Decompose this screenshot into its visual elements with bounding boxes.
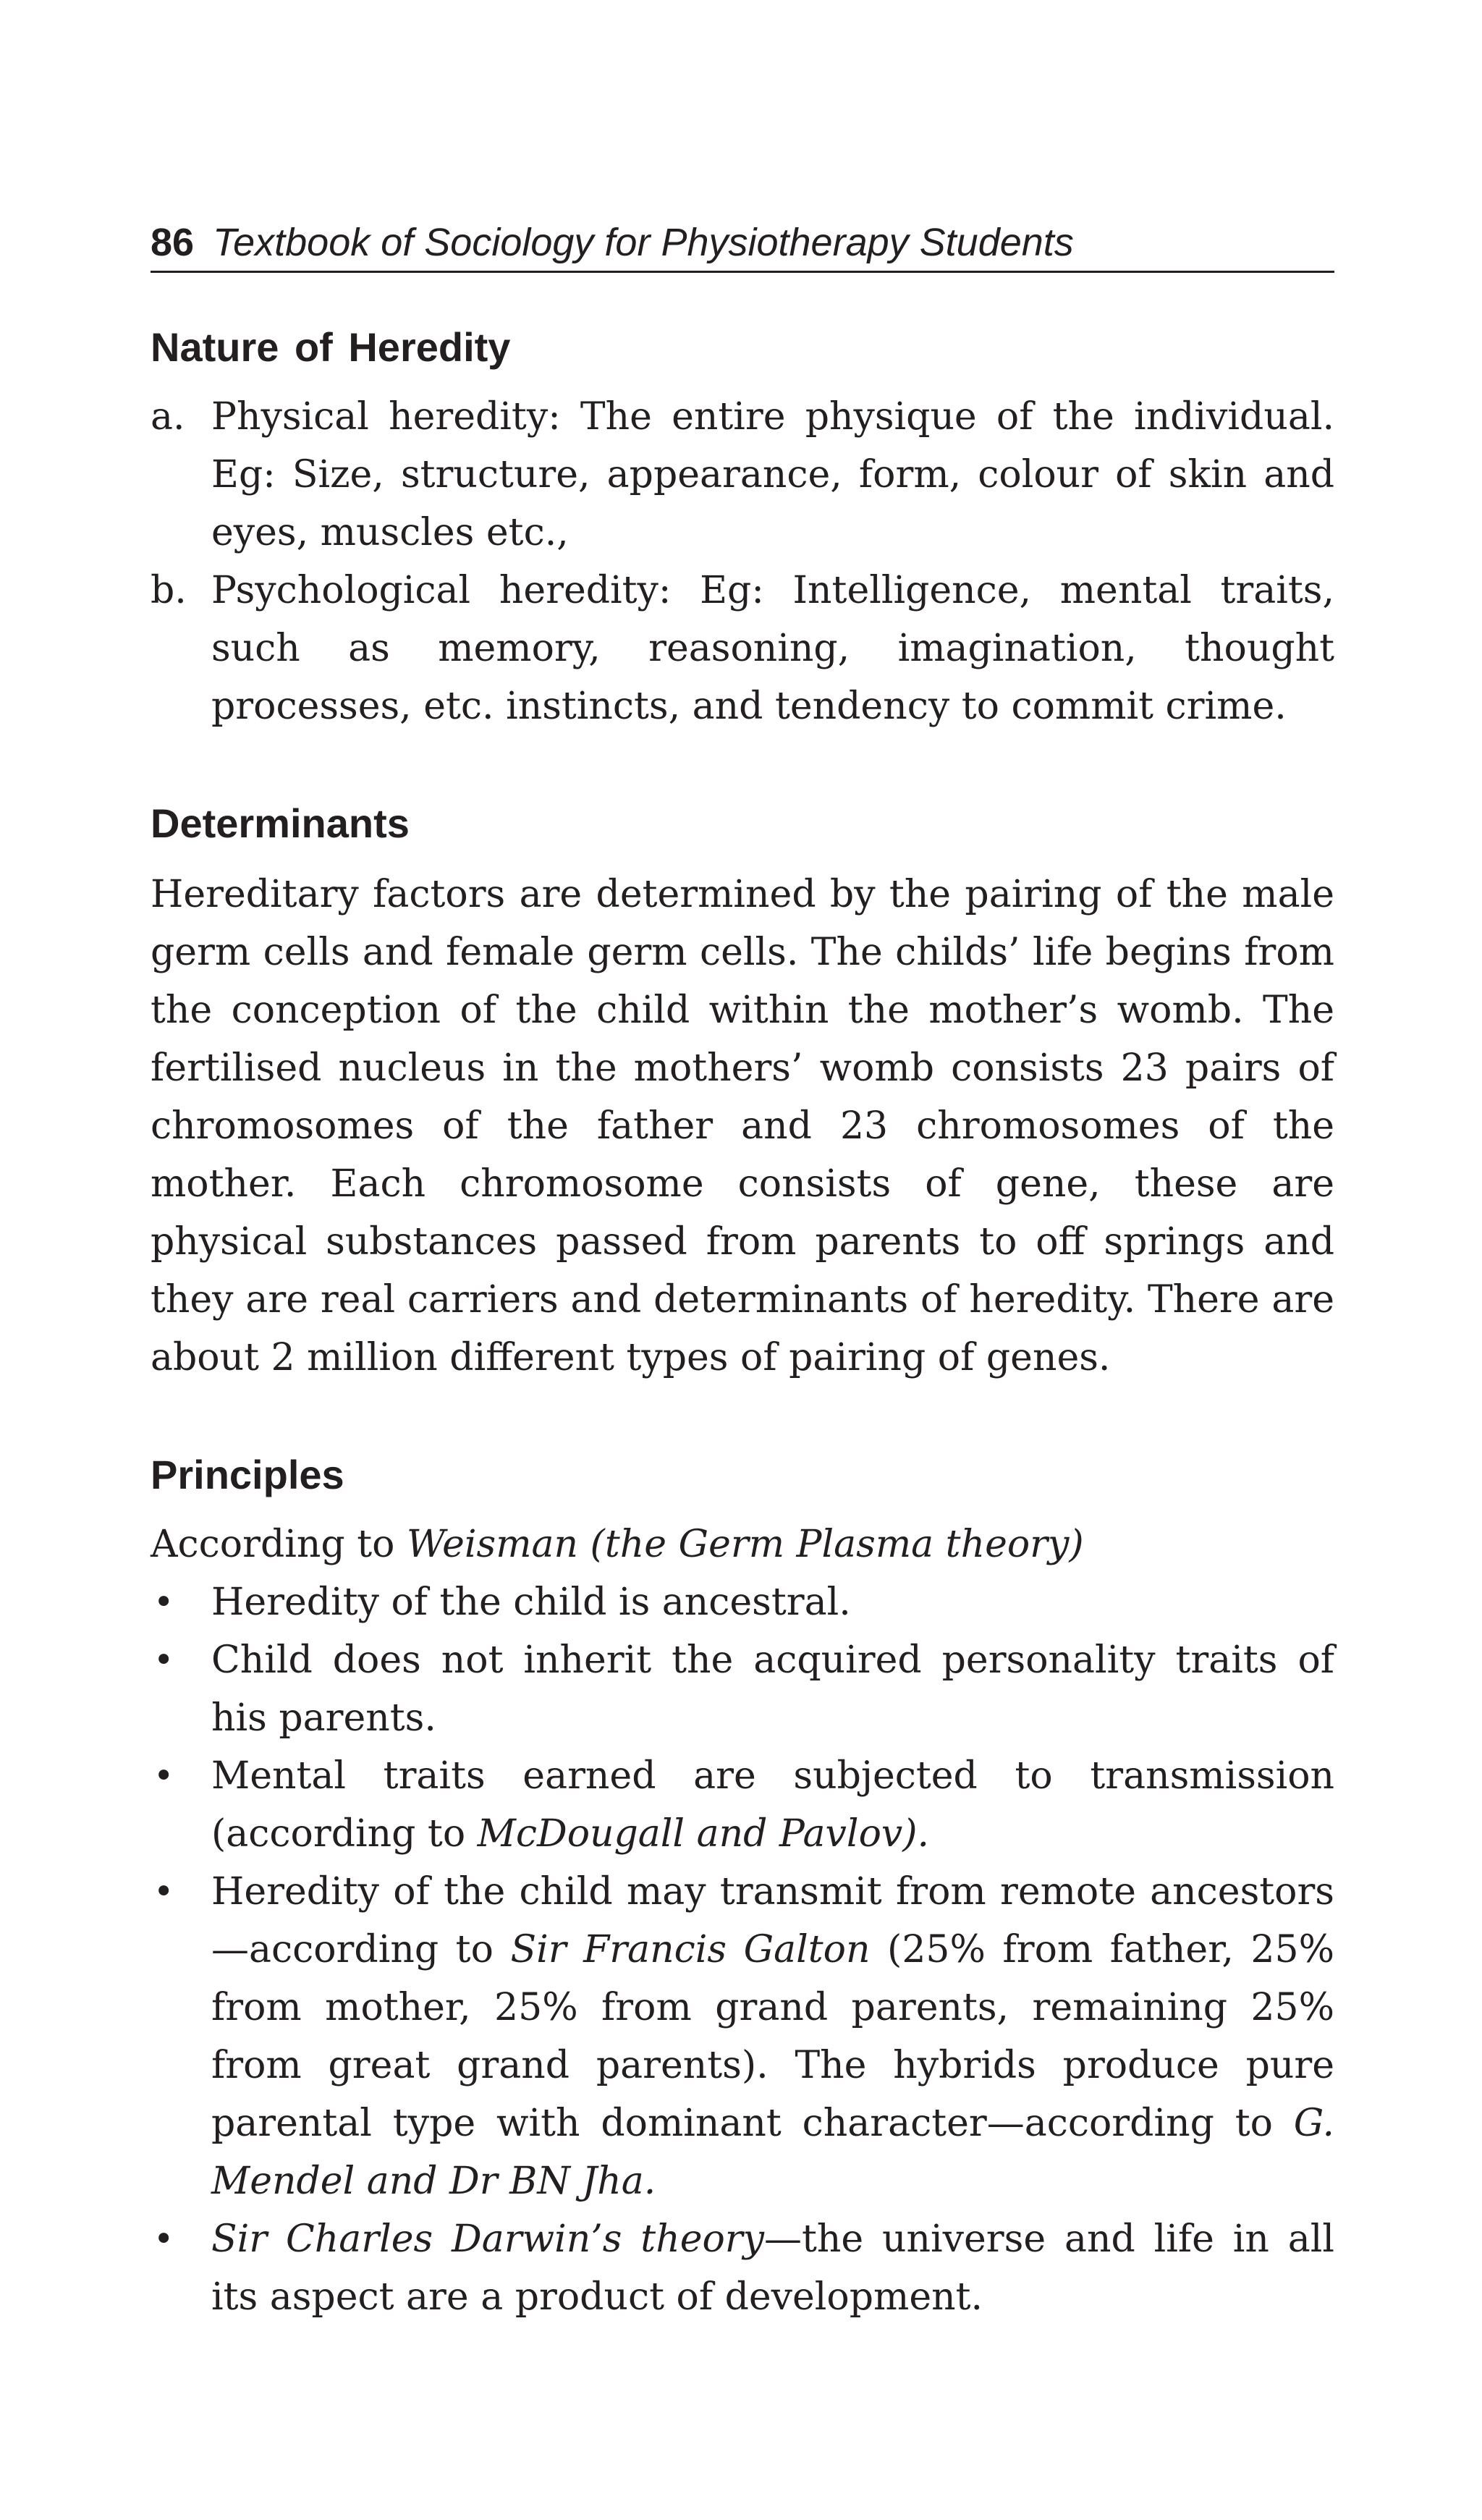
principles-intro [151,1515,1334,1573]
bullet-icon: • [153,1640,174,1680]
bullet-icon: • [153,1582,174,1623]
bullet-item-remote-ancestors [151,1863,1334,2210]
list-item-text: Physical heredity: The entire physique of the individual. Eg: Size, structure, appearance, form, colour of skin and eyes, muscles etc., [211,395,1334,554]
bullet-icon: • [153,1872,174,1912]
bullet-italic: G. Mendel and Dr BN Jha. [211,2102,1334,2203]
bullet-italic: Sir Charles Darwin’s theory [211,2217,765,2261]
bullet-icon: • [153,1756,174,1796]
bullet-text: —the universe and life in all its aspect are a product of development. [211,2217,1334,2319]
bullet-item-darwin [151,2210,1334,2326]
list-item-physical-heredity [151,388,1334,562]
determinants-paragraph: Hereditary factors are determined by the pairing of the male germ cells and female germ cells. The childs’ life begins from the conception of the child within the mother’s womb. The fertilised nucleus in the mothers’ womb consists 23 pairs of chromosomes of the father and 23 chromosomes of the mother. Each chromosome consists of gene, these are physical substances passed from parents to off springs and they are real carriers and determinants of heredity. There are about 2 million different types of pairing of genes. [151,873,1334,1379]
bullet-italic: Sir Francis Galton [510,1928,871,1971]
bullet-item-mental-traits [151,1747,1334,1863]
intro-italic: Weisman (the Germ Plasma theory) [406,1523,1084,1566]
list-marker: b. [151,569,187,612]
nature-of-heredity-list [151,388,1334,735]
list-marker: a. [151,395,185,439]
page-number: 86 [151,221,195,264]
bullet-item-ancestral [151,1573,1334,1631]
heading-principles: Principles [151,1452,344,1497]
bullet-text: Mental traits earned are subjected to transmission (according to [211,1754,1334,1856]
bullet-italic: McDougall and Pavlov). [477,1812,930,1856]
bullet-text: Heredity of the child is ancestral. [211,1581,851,1624]
bullet-item-acquired-traits [151,1631,1334,1747]
bullet-icon: • [153,2219,174,2259]
heading-determinants: Determinants [151,800,410,846]
running-head [151,214,1334,273]
bullet-text: Child does not inherit the acquired personality traits of his parents. [211,1639,1334,1740]
book-title: Textbook of Sociology for Physiotherapy Students [213,221,1074,264]
bullet-text: Heredity of the child may transmit from remote ancestors—according to [211,1870,1334,1971]
list-item-text: Psychological heredity: Eg: Intelligence, mental traits, such as memory, reasoning, imagination, thought processes, etc. instincts, and tendency to commit crime. [211,569,1334,728]
principles-bullet-list [151,1573,1334,2326]
intro-text: According to [151,1523,407,1566]
heading-nature-of-heredity: Nature of Heredity [151,324,511,370]
bullet-text: (25% from father, 25% from mother, 25% from grand parents, remaining 25% from great grand parents). The hybrids produce pure parental type with dominant character—according to [211,1928,1335,2145]
list-item-psychological-heredity [151,562,1334,735]
